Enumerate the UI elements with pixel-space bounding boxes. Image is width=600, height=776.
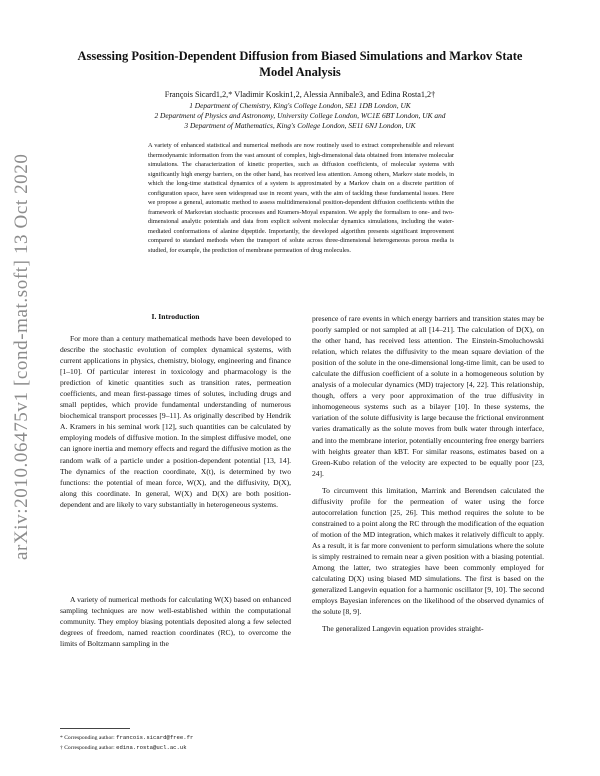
- email-link[interactable]: edina.rosta@ucl.ac.uk: [116, 744, 187, 751]
- arxiv-identifier-stamp: arXiv:2010.06475v1 [cond-mat.soft] 13 Oct 2020: [11, 153, 32, 560]
- left-column-paragraph-1: [60, 333, 291, 510]
- footnotes: [60, 733, 291, 753]
- section-heading-introduction: I. Introduction: [151, 312, 200, 321]
- abstract-text: A variety of enhanced statistical and numerical methods are now routinely used to extract comprehensible and relevant thermodynamic information from the vast amount of complex, high-dimensional data obtained from intensive molecular simulations. The characterization of kinetic properties, such as diffusion coefficients, of molecular systems with significantly high energy barriers, on the other hand, has received less attention. Among others, Markov state models, in which the long-time statistical dynamics of a system is approximated by a Markov chain on a discrete partition of configuration space, have seen widespread use in recent years, with the aim of tackling these fundamental issues. Here we propose a general, automatic method to assess multidimensional position-dependent diffusion coefficients within the framework of Markovian stochastic processes and Kramers-Moyal expansion. We apply the formalism to one- and two-dimensional analytic potentials and data from explicit solvent molecular dynamics simulations, including the water-mediated conformations of alanine dipeptide. Importantly, the developed algorithm presents significant improvement compared to standard methods when the transport of solute across three-dimensional heterogeneous porous media is studied, for example, the prediction of membrane permeation of drug molecules.: [148, 142, 454, 255]
- right-column: [312, 313, 544, 634]
- paragraph: A variety of numerical methods for calculating W(X) based on enhanced sampling techniques are now well-established within the computational community. They employ biasing potentials deposited along a few selected degrees of freedom, named reaction coordinates (RC), to overcome the limits of Boltzmann sampling in the: [60, 595, 291, 649]
- footnote-label: Corresponding author:: [64, 735, 115, 741]
- abstract: [148, 141, 454, 256]
- paragraph: The generalized Langevin equation provides straight-: [322, 624, 484, 634]
- paragraph: For more than a century mathematical methods have been developed to describe the stochastic evolution of complex dynamical systems, with current applications in physics, chemistry, biology, engineering and finance [1–10]. Of particular interest in toxicology and pharmacology is the prediction of kinetic quantities such as transition rates, permeation coefficients, and mean first-passage times of solutes, including drugs and small peptides, which provide fundamental understanding of numerous biochemical transport processes [9–11]. As originally described by Hendrik A. Kramers in his seminal work [12], such quantities can be calculated by employing models of diffusive motion. In the simplest diffusive model, one can ignore inertia and memory effects and regard the diffusive motion as the random walk of a particle under a position-dependent potential [13, 14]. The dynamics of the reaction coordinate, X(t), is determined by two functions: the potential of mean force, W(X), and the diffusivity, D(X), along this coordinate. In general, W(X) and D(X) are both position-dependent and are likely to vary substantially in heterogeneous systems.: [60, 334, 291, 509]
- footnote-1: [60, 733, 291, 743]
- paper-title: Assessing Position-Dependent Diffusion from Biased Simulations and Markov State Model Analysis: [77, 49, 523, 79]
- email-link[interactable]: francois.sicard@free.fr: [116, 734, 194, 741]
- paragraph: presence of rare events in which energy barriers and transition states may be poorly sampled or not sampled at all [14–21]. The calculation of D(X), on the other hand, has received less attention. The Einstein-Smoluchowski relation, which relates the diffusivity to the mean square deviation of the position of the solute in the one-dimensional long-time limit, can be used to calculate the diffusion coefficient of a solute in a homogeneous solution by analysis of a molecular dynamics (MD) trajectory [4, 22]. This relationship, though, offers a very poor approximation of the true diffusivity in inhomogeneous systems such as a bilayer [10]. In these systems, the variation of the solute diffusivity is large because the frictional environment varies dramatically as the solute moves from bulk water through interface, and into the membrane interior, potentially encountering free energy barriers with heights greater than kBT. For similar reasons, estimates based on a Green-Kubo relation of the velocity are expected to be equally poor [23, 24].: [312, 314, 544, 478]
- left-column-paragraph-2: [60, 594, 291, 649]
- author-list: François Sicard1,2,* Vladimir Koskin1,2, Alessia Annibale3, and Edina Rosta1,2†: [164, 90, 436, 99]
- paragraph: To circumvent this limitation, Marrink and Berendsen calculated the diffusivity profile for the permeation of water using the force autocorrelation function [25, 26]. This method requires the solute to be constrained to a point along the RC through the modification of the equation of motion of the MD integration, which makes it relatively difficult to apply. As a result, it is far more convenient to perform simulations where the solute is simply restrained to remain near a given position with a biasing potential. Among the latter, two strategies have been commonly employed for calculating D(X) using biased MD simulations. The first is based on the generalized Langevin equation for a harmonic oscillator [9, 10]. The second employs Bayesian inferences on the likelihood of the observed dynamics of the solute [8, 9].: [312, 485, 544, 617]
- affiliation-1: 1 Department of Chemistry, King's College London, SE1 1DB London, UK: [189, 101, 411, 110]
- footnote-2: [60, 743, 291, 753]
- footnote-mark: *: [60, 735, 65, 741]
- footnote-label: Corresponding author:: [64, 745, 115, 751]
- affiliation-3: 3 Department of Mathematics, King's College London, SE11 6NJ London, UK: [184, 121, 416, 130]
- footnote-divider: [60, 728, 130, 729]
- affiliation-2: 2 Department of Physics and Astronomy, University College London, WC1E 6BT London, UK and: [154, 111, 446, 120]
- footnote-mark: †: [60, 745, 65, 751]
